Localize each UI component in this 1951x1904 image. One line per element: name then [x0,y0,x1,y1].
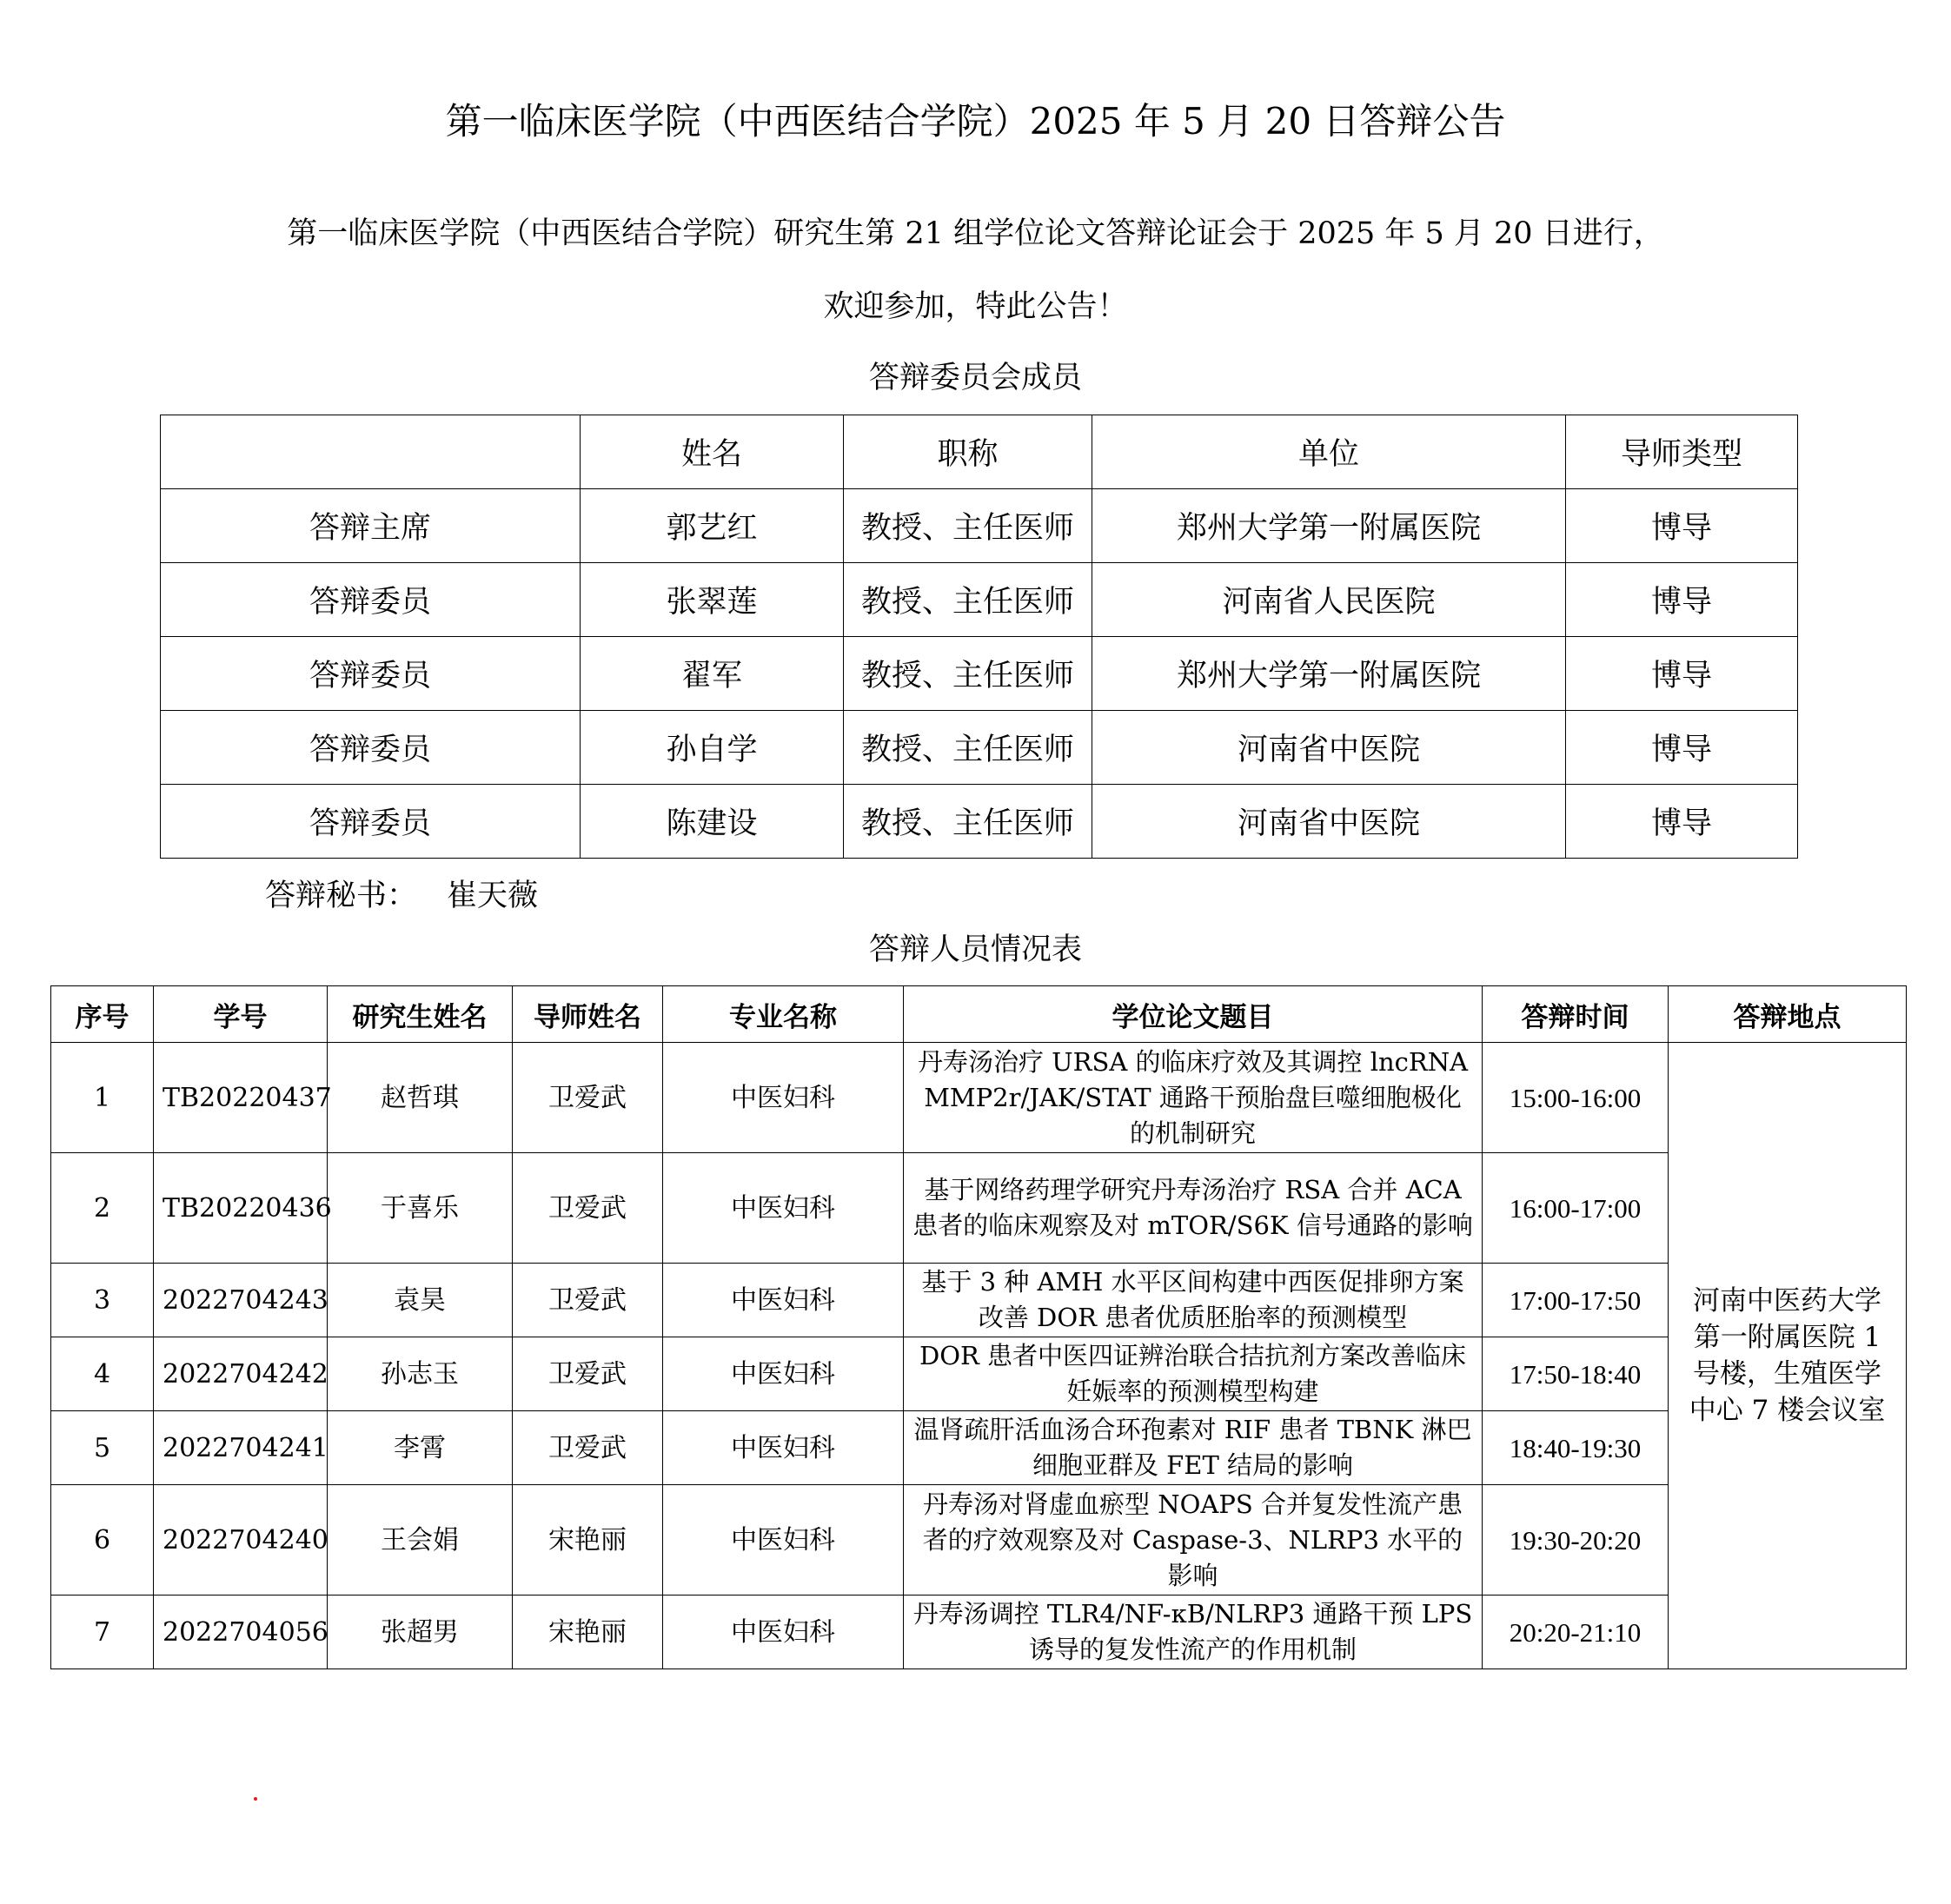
row-major: 中医妇科 [663,1411,904,1485]
secretary-name: 崔天薇 [447,879,539,913]
committee-title-cell: 教授、主任医师 [844,563,1092,637]
defense-table [50,985,1907,1669]
row-id: 2022704056 [154,1596,328,1669]
committee-role: 答辩委员 [161,637,581,711]
row-time: 17:00-17:50 [1483,1264,1669,1337]
committee-title-cell: 教授、主任医师 [844,711,1092,785]
committee-header-row [161,415,1798,489]
row-no: 7 [51,1596,154,1669]
defense-row [51,1596,1907,1669]
committee-title-cell: 教授、主任医师 [844,637,1092,711]
row-major: 中医妇科 [663,1596,904,1669]
row-student: 袁昊 [328,1264,513,1337]
row-no: 6 [51,1485,154,1596]
committee-role: 答辩委员 [161,785,581,859]
defense-row [51,1264,1907,1337]
committee-type: 博导 [1566,711,1798,785]
committee-name: 翟军 [581,637,844,711]
intro-line-2: 欢迎参加，特此公告！ [823,289,1128,324]
committee-name: 孙自学 [581,711,844,785]
committee-header-unit: 单位 [1092,415,1566,489]
row-thesis: 基于 3 种 AMH 水平区间构建中西医促排卵方案改善 DOR 患者优质胚胎率的预测模型 [904,1264,1483,1337]
row-no: 5 [51,1411,154,1485]
committee-role: 答辩委员 [161,563,581,637]
header-student: 研究生姓名 [328,986,513,1043]
committee-name: 郭艺红 [581,489,844,563]
row-student: 赵哲琪 [328,1043,513,1153]
committee-role: 答辩委员 [161,711,581,785]
defense-row [51,1337,1907,1411]
header-major: 专业名称 [663,986,904,1043]
header-thesis: 学位论文题目 [904,986,1483,1043]
defense-row [51,1153,1907,1264]
header-id: 学号 [154,986,328,1043]
committee-row [161,785,1798,859]
row-id: 2022704242 [154,1337,328,1411]
row-id: TB20220437 [154,1043,328,1153]
header-time: 答辩时间 [1483,986,1669,1043]
committee-type: 博导 [1566,637,1798,711]
row-id: 2022704241 [154,1411,328,1485]
committee-unit: 河南省人民医院 [1092,563,1566,637]
committee-type: 博导 [1566,489,1798,563]
row-major: 中医妇科 [663,1485,904,1596]
row-major: 中医妇科 [663,1043,904,1153]
committee-type: 博导 [1566,563,1798,637]
row-no: 2 [51,1153,154,1264]
row-advisor: 宋艳丽 [513,1596,663,1669]
defense-title: 答辩人员情况表 [868,932,1082,967]
row-advisor: 卫爱武 [513,1337,663,1411]
row-time: 16:00-17:00 [1483,1153,1669,1264]
header-advisor: 导师姓名 [513,986,663,1043]
row-advisor: 卫爱武 [513,1411,663,1485]
row-major: 中医妇科 [663,1337,904,1411]
row-time: 18:40-19:30 [1483,1411,1669,1485]
defense-row [51,1485,1907,1596]
row-student: 张超男 [328,1596,513,1669]
row-id: 2022704243 [154,1264,328,1337]
defense-header-row [51,986,1907,1043]
committee-role: 答辩主席 [161,489,581,563]
row-no: 3 [51,1264,154,1337]
row-advisor: 宋艳丽 [513,1485,663,1596]
page-title: 第一临床医学院（中西医结合学院）2025 年 5 月 20 日答辩公告 [445,100,1506,143]
committee-header-role [161,415,581,489]
row-no: 1 [51,1043,154,1153]
row-student: 王会娟 [328,1485,513,1596]
committee-title-cell: 教授、主任医师 [844,489,1092,563]
committee-row [161,489,1798,563]
row-major: 中医妇科 [663,1264,904,1337]
committee-unit: 郑州大学第一附属医院 [1092,489,1566,563]
red-dot-mark [254,1797,257,1801]
row-advisor: 卫爱武 [513,1043,663,1153]
defense-row [51,1043,1907,1153]
committee-name: 张翠莲 [581,563,844,637]
row-id: 2022704240 [154,1485,328,1596]
header-no: 序号 [51,986,154,1043]
row-thesis: DOR 患者中医四证辨治联合拮抗剂方案改善临床妊娠率的预测模型构建 [904,1337,1483,1411]
committee-type: 博导 [1566,785,1798,859]
row-major: 中医妇科 [663,1153,904,1264]
row-time: 20:20-21:10 [1483,1596,1669,1669]
committee-table [160,415,1798,859]
defense-row [51,1411,1907,1485]
secretary-line [265,876,538,916]
committee-unit: 郑州大学第一附属医院 [1092,637,1566,711]
row-advisor: 卫爱武 [513,1153,663,1264]
row-thesis: 温肾疏肝活血汤合环孢素对 RIF 患者 TBNK 淋巴细胞亚群及 FET 结局的影响 [904,1411,1483,1485]
committee-row [161,711,1798,785]
row-advisor: 卫爱武 [513,1264,663,1337]
row-time: 19:30-20:20 [1483,1485,1669,1596]
row-thesis: 丹寿汤治疗 URSA 的临床疗效及其调控 lncRNA MMP2r/JAK/STAT 通路干预胎盘巨噬细胞极化的机制研究 [904,1043,1483,1153]
committee-header-type: 导师类型 [1566,415,1798,489]
row-thesis: 丹寿汤调控 TLR4/NF-κB/NLRP3 通路干预 LPS 诱导的复发性流产的作用机制 [904,1596,1483,1669]
committee-unit: 河南省中医院 [1092,785,1566,859]
committee-row [161,637,1798,711]
row-student: 于喜乐 [328,1153,513,1264]
defense-place: 河南中医药大学第一附属医院 1 号楼，生殖医学中心 7 楼会议室 [1669,1043,1907,1669]
committee-header-title: 职称 [844,415,1092,489]
row-time: 17:50-18:40 [1483,1337,1669,1411]
committee-row [161,563,1798,637]
intro-line-1: 第一临床医学院（中西医结合学院）研究生第 21 组学位论文答辩论证会于 2025 年 5 月 20 日进行， [287,216,1664,251]
row-student: 孙志玉 [328,1337,513,1411]
row-thesis: 丹寿汤对肾虚血瘀型 NOAPS 合并复发性流产患者的疗效观察及对 Caspase-3、NLRP3 水平的影响 [904,1485,1483,1596]
committee-unit: 河南省中医院 [1092,711,1566,785]
header-place: 答辩地点 [1669,986,1907,1043]
committee-name: 陈建设 [581,785,844,859]
committee-title: 答辩委员会成员 [868,361,1082,395]
committee-header-name: 姓名 [581,415,844,489]
row-id: TB20220436 [154,1153,328,1264]
row-time: 15:00-16:00 [1483,1043,1669,1153]
committee-title-cell: 教授、主任医师 [844,785,1092,859]
secretary-label: 答辩秘书： [265,879,418,913]
row-no: 4 [51,1337,154,1411]
row-thesis: 基于网络药理学研究丹寿汤治疗 RSA 合并 ACA 患者的临床观察及对 mTOR/S6K 信号通路的影响 [904,1153,1483,1264]
row-student: 李霄 [328,1411,513,1485]
